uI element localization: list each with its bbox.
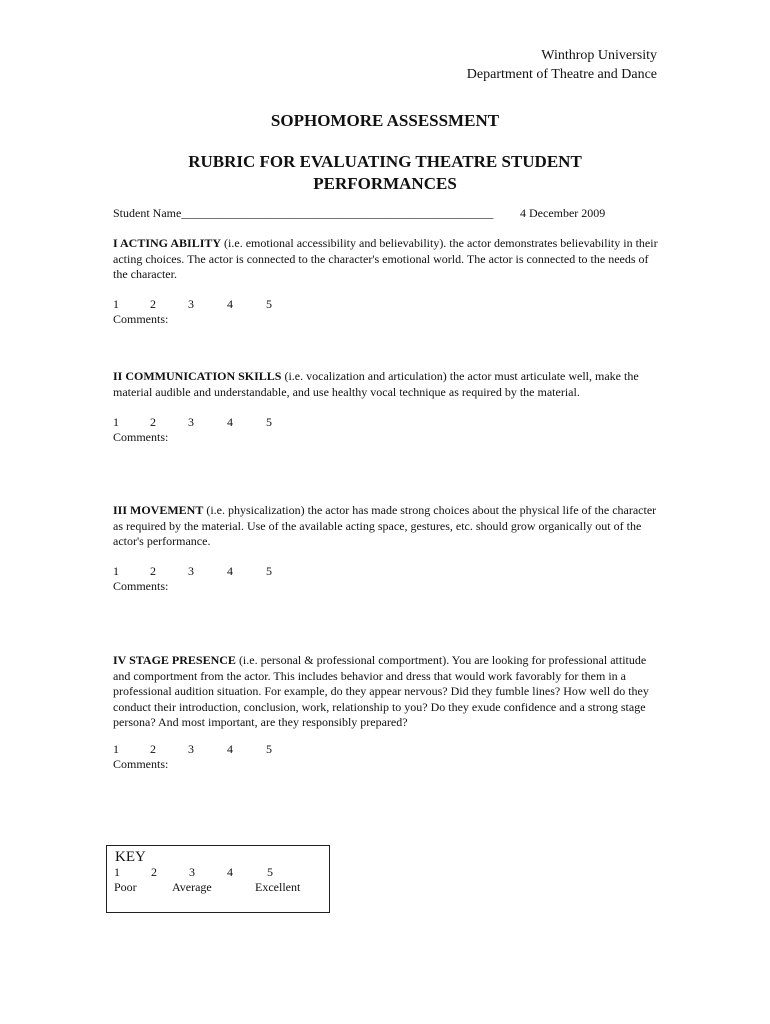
score-5[interactable]: 5 <box>266 415 272 429</box>
section-stage-presence <box>113 653 658 731</box>
comments-label: Comments: <box>113 430 169 444</box>
score-1[interactable]: 1 <box>113 297 119 311</box>
section-description: (i.e. vocalization and articulation) the actor must articulate well, make the material audible and understandable, and use healthy vocal technique as required by the material. <box>113 369 639 399</box>
score-4[interactable]: 4 <box>227 564 233 578</box>
key-number-5: 5 <box>267 865 273 879</box>
score-2[interactable]: 2 <box>150 742 156 756</box>
section-communication-skills <box>113 369 658 400</box>
score-2[interactable]: 2 <box>150 415 156 429</box>
key-legend <box>106 845 330 913</box>
score-1[interactable]: 1 <box>113 415 119 429</box>
assessment-date: 4 December 2009 <box>520 206 606 220</box>
key-number-1: 1 <box>114 865 120 879</box>
section-heading: II COMMUNICATION SKILLS <box>113 369 282 383</box>
score-1[interactable]: 1 <box>113 564 119 578</box>
rubric-title-line1: RUBRIC FOR EVALUATING THEATRE STUDENT <box>188 152 582 171</box>
key-number-3: 3 <box>189 865 195 879</box>
key-poor-label: Poor <box>114 880 137 894</box>
score-2[interactable]: 2 <box>150 297 156 311</box>
key-number-4: 4 <box>227 865 233 879</box>
key-excellent-label: Excellent <box>255 880 301 894</box>
rubric-title-line2: PERFORMANCES <box>313 174 457 193</box>
score-4[interactable]: 4 <box>227 415 233 429</box>
score-3[interactable]: 3 <box>188 297 194 311</box>
section-description: (i.e. personal & professional comportment). You are looking for professional attitude and comportment from the actor. This includes behavior and dress that would work favorably for them in a professional audition situation. For example, do they appear nervous? Did they fumble lines? How well do they conduct their introduction, conclusion, work, relationship to you? Do they exude confidence and a strong stage persona? And most important, are they responsibly prepared? <box>113 653 649 729</box>
section-heading: I ACTING ABILITY <box>113 236 222 250</box>
key-title: KEY <box>115 849 146 865</box>
score-3[interactable]: 3 <box>188 415 194 429</box>
comments-label: Comments: <box>113 312 169 326</box>
section-description: (i.e. physicalization) the actor has made strong choices about the physical life of the character as required by the material. Use of the available acting space, gestures, etc. should grow organically out of the actor's performance. <box>113 503 657 548</box>
score-4[interactable]: 4 <box>227 742 233 756</box>
comments-label: Comments: <box>113 579 169 593</box>
score-3[interactable]: 3 <box>188 742 194 756</box>
section-movement <box>113 503 658 550</box>
section-acting-ability <box>113 236 658 283</box>
student-name-field[interactable]: Student Name____________________________________________________ <box>113 206 494 220</box>
key-average-label: Average <box>172 880 212 894</box>
section-description: (i.e. emotional accessibility and believability). the actor demonstrates believability in their acting choices. The actor is connected to the character's emotional world. The actor is connected to the needs of the character. <box>113 236 658 281</box>
score-1[interactable]: 1 <box>113 742 119 756</box>
score-2[interactable]: 2 <box>150 564 156 578</box>
key-number-2: 2 <box>151 865 157 879</box>
page-title: SOPHOMORE ASSESSMENT <box>270 111 500 130</box>
department-name: Department of Theatre and Dance <box>466 67 657 82</box>
comments-label: Comments: <box>113 757 169 771</box>
score-5[interactable]: 5 <box>266 742 272 756</box>
section-heading: III MOVEMENT <box>113 503 204 517</box>
section-heading: IV STAGE PRESENCE <box>113 653 236 667</box>
university-name: Winthrop University <box>541 48 657 63</box>
score-5[interactable]: 5 <box>266 564 272 578</box>
score-4[interactable]: 4 <box>227 297 233 311</box>
score-5[interactable]: 5 <box>266 297 272 311</box>
score-3[interactable]: 3 <box>188 564 194 578</box>
